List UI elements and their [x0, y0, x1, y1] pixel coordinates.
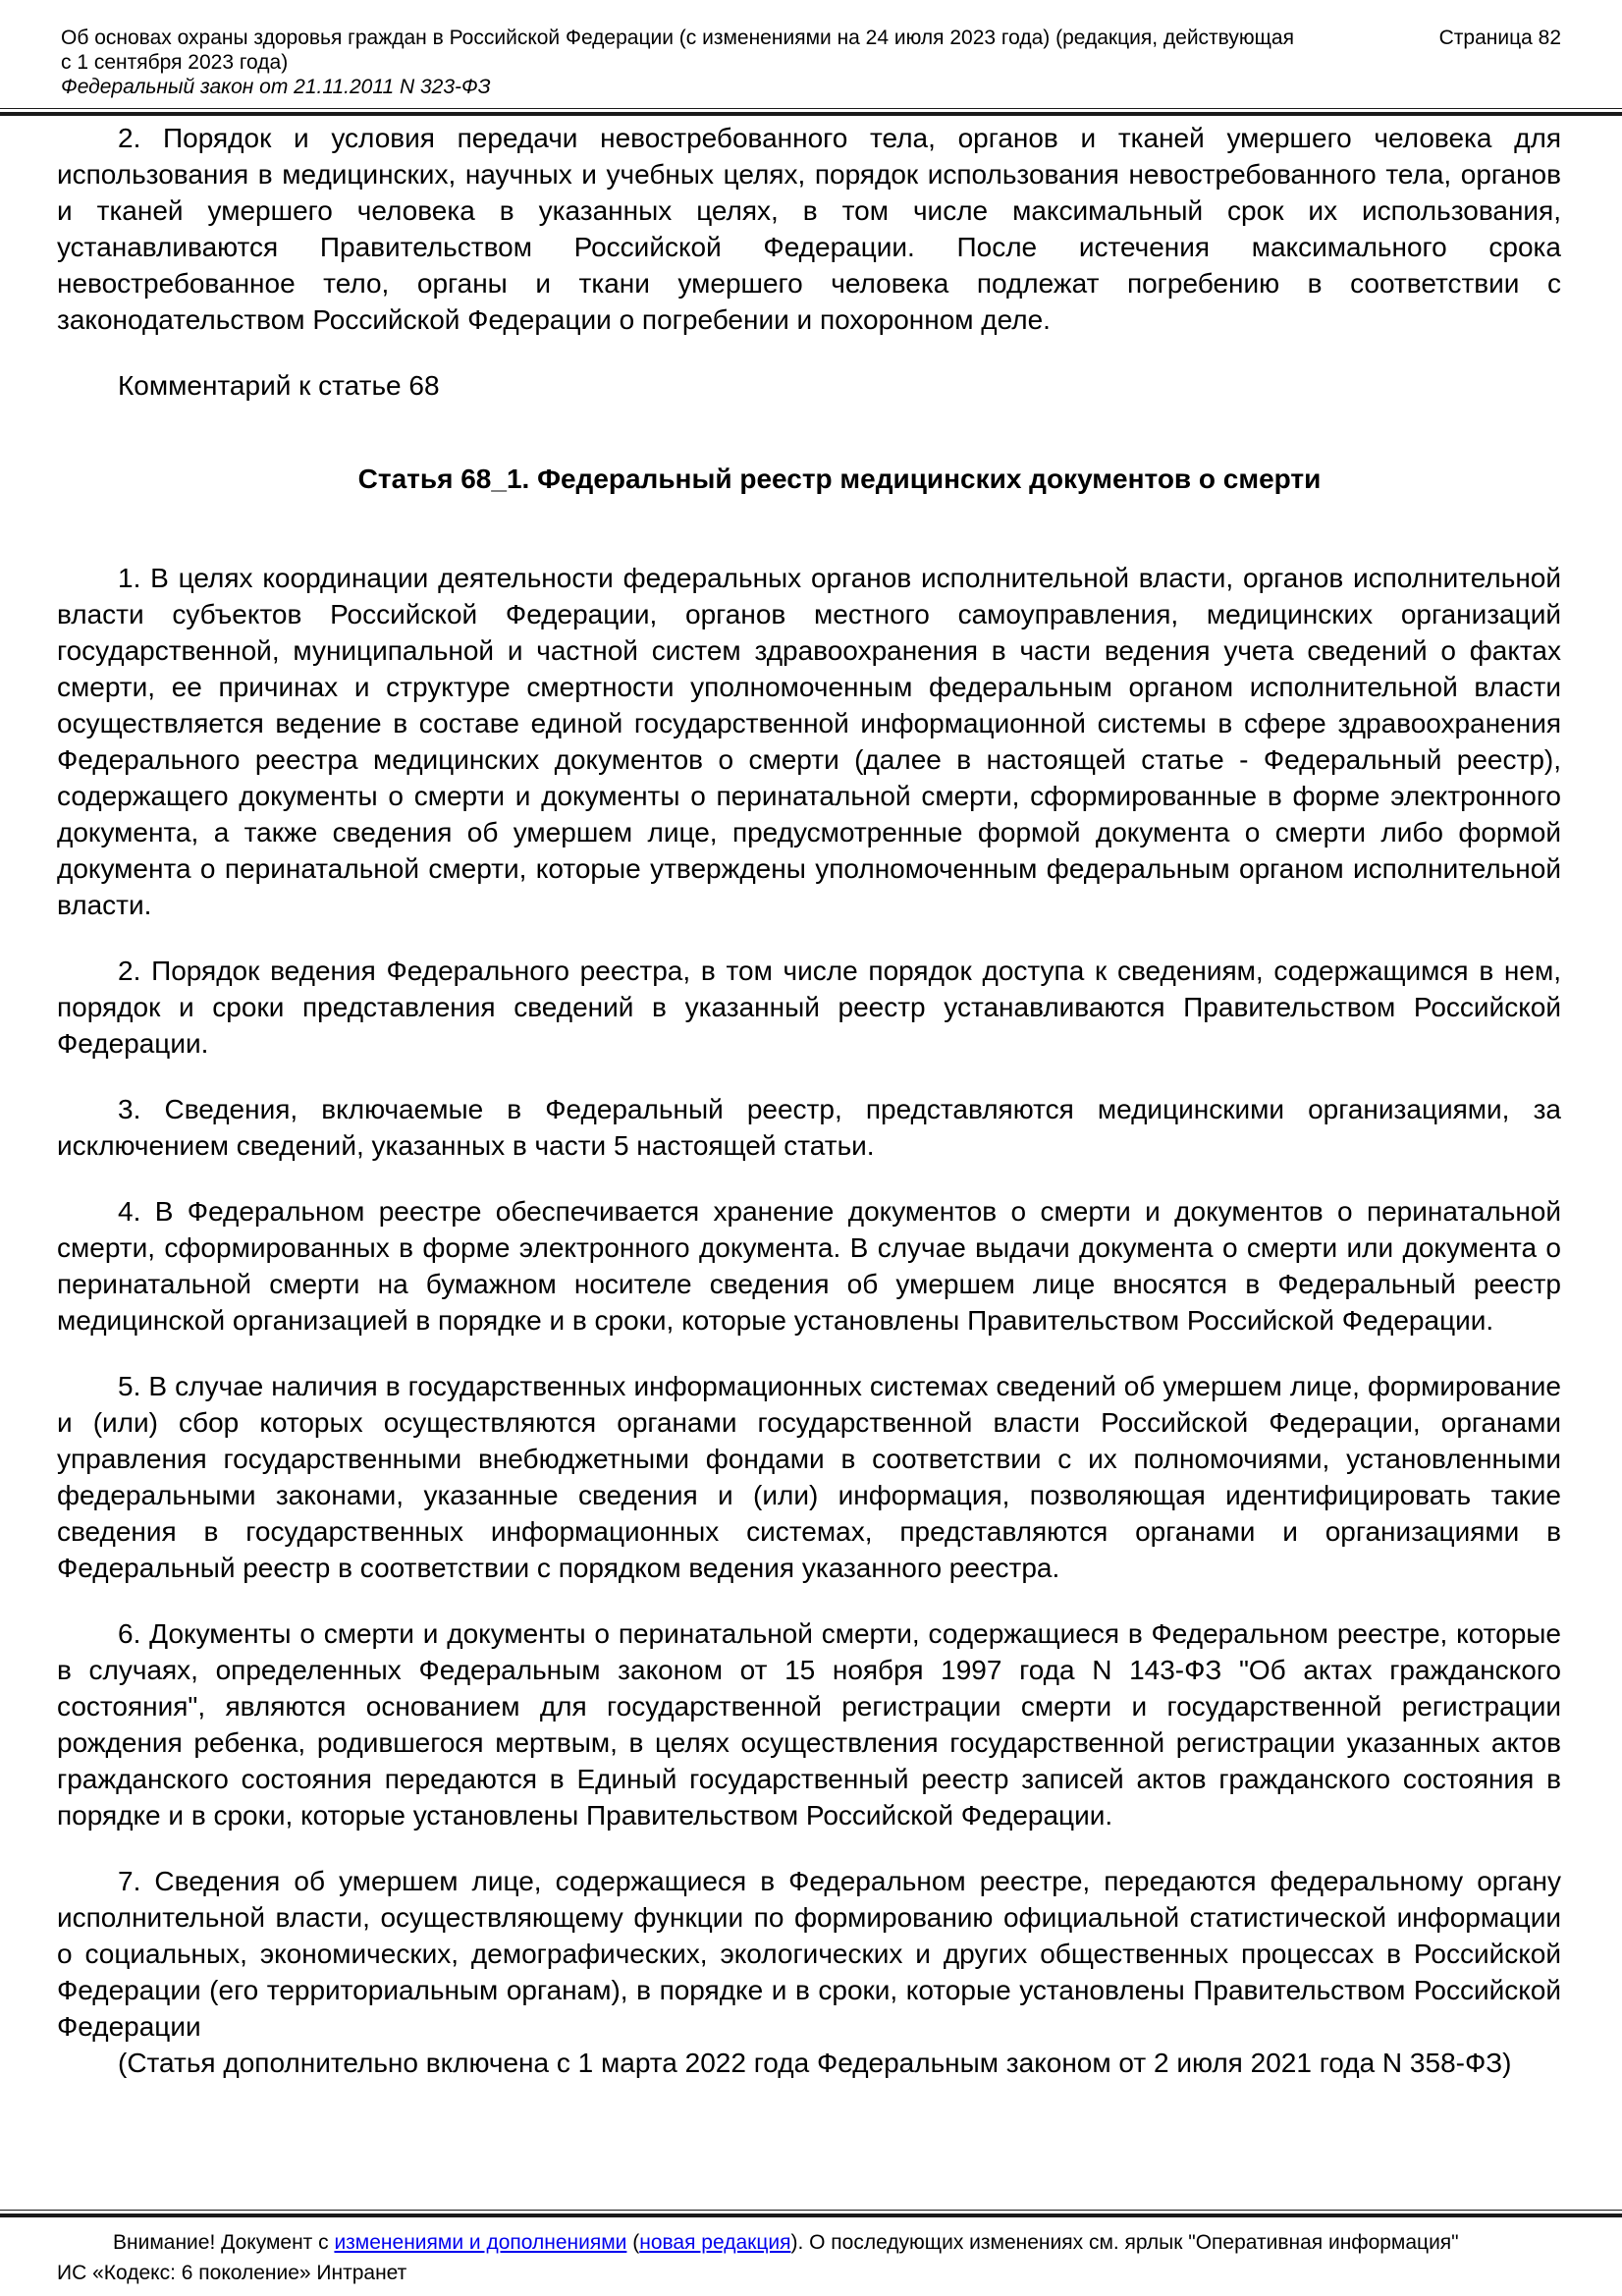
page-footer — [0, 2210, 1622, 2288]
system-label: ИС «Кодекс: 6 поколение» Интранет — [57, 2262, 407, 2284]
page-header — [0, 0, 1622, 99]
notice-suffix: ). О последующих изменениях см. ярлык "Оперативная информация" — [790, 2231, 1459, 2254]
comment-line: Комментарий к статье 68 — [118, 370, 440, 401]
article-heading: Статья 68_1. Федеральный реестр медицинских документов о смерти — [357, 464, 1322, 494]
page-number: Страница 82 — [1438, 27, 1561, 49]
new-edition-link[interactable]: новая редакция — [639, 2231, 791, 2254]
document-body — [0, 116, 1622, 2081]
article-paragraph-7: 7. Сведения об умершем лице, содержащиеся в Федеральном реестре, передаются федеральному органу исполнительной власти, осуществляющему функции по формированию официальной статистической информации о социальных, экономических, демографических, экологических и других общественных процессах в Российской Федерации (его территориальным органам), в порядке и в сроки, которые установлены Правительством Российской Федерации — [57, 1866, 1561, 2042]
footer-notice — [57, 2227, 1565, 2258]
header-title-line2: с 1 сентября 2023 года) — [61, 51, 289, 74]
article-paragraph-4: 4. В Федеральном реестре обеспечивается хранение документов о смерти и документов о перинатальной смерти, сформированных в форме электронного документа. В случае выдачи документа о смерти или документа о перинатальной смерти на бумажном носителе сведения об умершем лице вносятся в Федеральный реестр медицинской организацией в порядке и в сроки, которые установлены Правительством Российской Федерации. — [57, 1196, 1561, 1336]
article-paragraph-5: 5. В случае наличия в государственных информационных системах сведений об умершем лице, формирование и (или) сбор которых осуществляются органами государственной власти Российской Федерации, органами управления государственными внебюджетными фондами в соответствии с их полномочиями, установленными федеральными законами, указанные сведения и (или) информация, позволяющая идентифицировать такие сведения в государственных информационных системах, представляются органами и организациями в Федеральный реестр в соответствии с порядком ведения указанного реестра. — [57, 1371, 1561, 1583]
footer-text — [0, 2217, 1622, 2288]
header-title-line1: Об основах охраны здоровья граждан в Российской Федерации (с изменениями на 24 июля 2023 года) (редакция, действующая — [61, 27, 1294, 49]
article-paragraph-3: 3. Сведения, включаемые в Федеральный реестр, представляются медицинскими организациями, за исключением сведений, указанных в части 5 настоящей статьи. — [57, 1094, 1561, 1161]
header-title-block — [61, 26, 1386, 99]
header-subtitle: Федеральный закон от 21.11.2011 N 323-ФЗ — [61, 76, 491, 98]
notice-open-paren: ( — [626, 2231, 640, 2254]
inclusion-note: (Статья дополнительно включена с 1 марта 2022 года Федеральным законом от 2 июля 2021 года N 358-ФЗ) — [118, 2048, 1512, 2078]
header-divider — [0, 108, 1622, 116]
article-paragraph-1: 1. В целях координации деятельности федеральных органов исполнительной власти, органов исполнительной власти субъектов Российской Федерации, органов местного самоуправления, медицинских организаций государственной, муниципальной и частной систем здравоохранения в части ведения учета сведений о фактах смерти, ее причинах и структуре смертности уполномоченным федеральным органом исполнительной власти осуществляется ведение в составе единой государственной информационной системы в сфере здравоохранения Федерального реестра медицинских документов о смерти (далее в настоящей статье - Федеральный реестр), содержащего документы о смерти и документы о перинатальной смерти, сформированные в форме электронного документа, а также сведения об умершем лице, предусмотренные формой документа о смерти либо формой документа о перинатальной смерти, которые утверждены уполномоченным федеральным органом исполнительной власти. — [57, 563, 1561, 920]
changes-and-additions-link[interactable]: изменениями и дополнениями — [334, 2231, 627, 2254]
footer-divider — [0, 2210, 1622, 2217]
intro-paragraph: 2. Порядок и условия передачи невостребованного тела, органов и тканей умершего человека для использования в медицинских, научных и учебных целях, порядок использования невостребованного тела, органов и тканей умершего человека в указанных целях, в том числе максимальный срок их использования, устанавливаются Правительством Российской Федерации. После истечения максимального срока невостребованное тело, органы и ткани умершего человека подлежат погребению в соответствии с законодательством Российской Федерации о погребении и похоронном деле. — [57, 123, 1561, 335]
notice-prefix: Внимание! Документ с — [113, 2231, 335, 2254]
article-paragraph-2: 2. Порядок ведения Федерального реестра, в том числе порядок доступа к сведениям, содержащимся в нем, порядок и сроки представления сведений в указанный реестр устанавливаются Правительством Российской Федерации. — [57, 956, 1561, 1059]
article-paragraph-6: 6. Документы о смерти и документы о перинатальной смерти, содержащиеся в Федеральном реестре, которые в случаях, определенных Федеральным законом от 15 ноября 1997 года N 143-ФЗ "Об актах гражданского состояния", являются основанием для государственной регистрации смерти и государственной регистрации рождения ребенка, родившегося мертвым, в целях осуществления государственной регистрации указанных актов гражданского состояния передаются в Единый государственный реестр записей актов гражданского состояния в порядке и в сроки, которые установлены Правительством Российской Федерации. — [57, 1618, 1561, 1831]
